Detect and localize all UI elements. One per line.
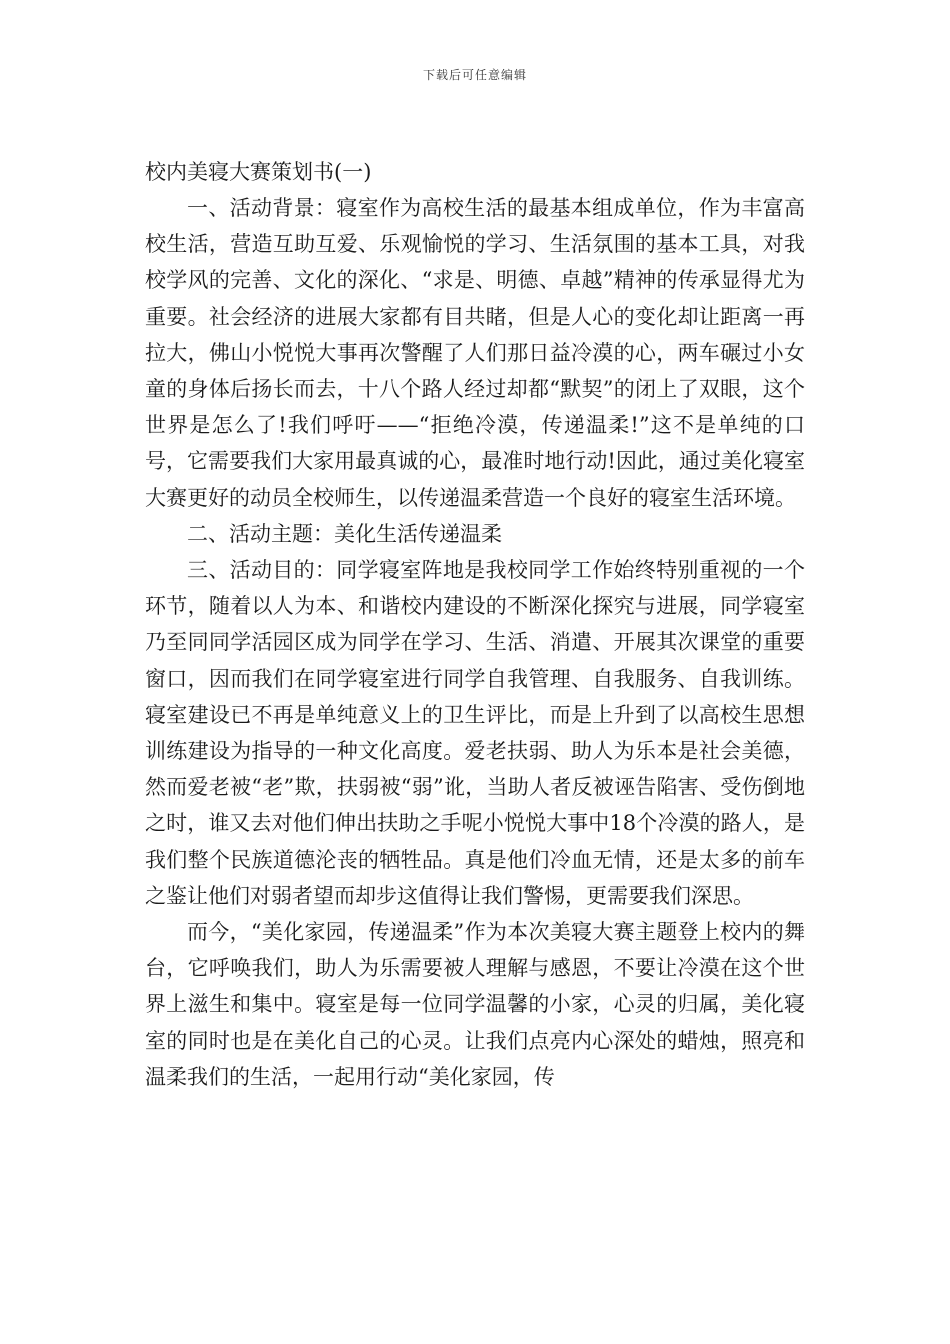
paragraph-theme: 二、活动主题：美化生活传递温柔: [187, 521, 502, 546]
page-header: 下载后可任意编辑: [422, 68, 527, 82]
paragraph-background: 一、活动背景：寝室作为高校生活的最基本组成单位，作为丰富高校生活，营造互助互爱、乐观愉悦的学习、生活氛围的基本工具，对我校学风的完善、文化的深化、“求是、明德、卓越”精神的传承显得尤为重要。社会经济的进展大家都有目共睹，但是人心的变化却让距离一再拉大，佛山小悦悦大事再次警醒了人们那日益冷漠的心，两车碾过小女童的身体后扬长而去，十八个路人经过却都“默契”的闭上了双眼，这个世界是怎么了!我们呼吁——“拒绝冷漠，传递温柔!”这不是单纯的口号，它需要我们大家用最真诚的心，最准时地行动!因此，通过美化寝室大赛更好的动员全校师生，以传递温柔营造一个良好的寝室生活环境。: [145, 196, 805, 510]
document-title: 校内美寝大赛策划书(一): [145, 160, 372, 184]
paragraph-now: 而今，“美化家园，传递温柔”作为本次美寝大赛主题登上校内的舞台，它呼唤我们，助人为乐需要被人理解与感恩，不要让冷漠在这个世界上滋生和集中。寝室是每一位同学温馨的小家，心灵的归属，美化寝室的同时也是在美化自己的心灵。让我们点亮内心深处的蜡烛，照亮和温柔我们的生活，一起用行动“美化家园，传: [145, 920, 805, 1089]
document-body: [145, 154, 805, 1095]
paragraph-purpose: 三、活动目的：同学寝室阵地是我校同学工作始终特别重视的一个环节，随着以人为本、和谐校内建设的不断深化探究与进展，同学寝室乃至同同学活园区成为同学在学习、生活、消遣、开展其次课堂的重要窗口，因而我们在同学寝室进行同学自我管理、自我服务、自我训练。寝室建设已不再是单纯意义上的卫生评比，而是上升到了以高校生思想训练建设为指导的一种文化高度。爱老扶弱、助人为乐本是社会美德，然而爱老被“老”欺，扶弱被“弱”讹，当助人者反被诬告陷害、受伤倒地之时，谁又去对他们伸出扶助之手呢小悦悦大事中18个冷漠的路人，是我们整个民族道德沦丧的牺牲品。真是他们冷血无情，还是太多的前车之鉴让他们对弱者望而却步这值得让我们警惕，更需要我们深思。: [145, 558, 805, 908]
